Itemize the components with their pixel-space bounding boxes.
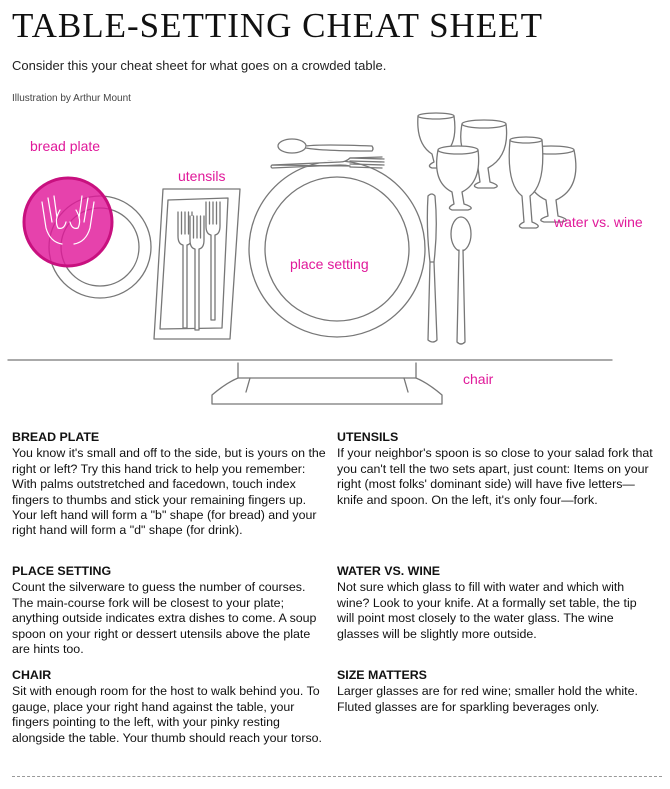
- section-heading: SIZE MATTERS: [337, 668, 427, 682]
- bread-plate-highlight: [24, 178, 112, 266]
- soup-spoon-icon: [451, 217, 471, 344]
- section-bread-plate: [12, 430, 328, 539]
- section-heading: CHAIR: [12, 668, 52, 682]
- section-heading: PLACE SETTING: [12, 564, 112, 578]
- section-body: If your neighbor's spoon is so close to your salad fork that you can't tell the two sets apart, just count: Items on your right (most folks' dominant side) will have five letters—knife and spoon. On the left, it's only four—fork.: [337, 446, 653, 507]
- section-body: Not sure which glass to fill with water and which with wine? Look to your knife. At a formally set table, the tip will point most closely to the water glass. The wine glasses will be slightly more outside.: [337, 580, 637, 641]
- place-setting-label: place setting: [290, 256, 369, 272]
- section-heading: UTENSILS: [337, 430, 399, 444]
- bread-plate-label: bread plate: [30, 138, 101, 154]
- dinner-plate-icon: [249, 161, 425, 337]
- dessert-spoon-icon: [278, 139, 373, 153]
- knife-icon: [427, 194, 437, 342]
- page-title: TABLE-SETTING CHEAT SHEET: [12, 6, 543, 45]
- section-heading: BREAD PLATE: [12, 430, 100, 444]
- section-body: Count the silverware to guess the number of courses. The main-course fork will be closest to your plate; anything outside indicates extra dishes to come. A soup spoon on your right or dessert utensils above the plate are hints too.: [12, 580, 317, 657]
- section-body: Sit with enough room for the host to walk behind you. To gauge, place your right hand against the table, your fingers pointing to the left, with your pinky resting alongside the table. Your thumb should reach your torso.: [12, 684, 322, 745]
- illustration-credit: Illustration by Arthur Mount: [12, 93, 131, 104]
- section-water-wine: [337, 564, 653, 642]
- utensils-label: utensils: [178, 168, 226, 184]
- section-place-setting: [12, 564, 328, 657]
- water-wine-label: water vs. wine: [554, 214, 643, 230]
- section-body: You know it's small and off to the side, but is yours on the right or left? Try this hand trick to help you remember: With palms outstretched and facedown, touch index fingers to thumbs and stick your remaining fingers up. Your left hand will form a "b" shape (for bread) and your right hand will form a "d" shape (for drink).: [12, 446, 326, 538]
- dashed-divider: [12, 776, 662, 777]
- chair-icon: [212, 363, 442, 404]
- section-heading: WATER VS. WINE: [337, 564, 441, 578]
- section-body: Larger glasses are for red wine; smaller hold the white. Fluted glasses are for sparkling beverages only.: [337, 684, 638, 714]
- flute-glass-icon: [509, 137, 543, 228]
- page-subtitle: Consider this your cheat sheet for what goes on a crowded table.: [12, 58, 387, 73]
- wine-glass-icon: [437, 146, 479, 210]
- section-utensils: [337, 430, 653, 508]
- section-chair: [12, 668, 328, 746]
- section-size-matters: [337, 668, 653, 715]
- chair-label: chair: [463, 371, 494, 387]
